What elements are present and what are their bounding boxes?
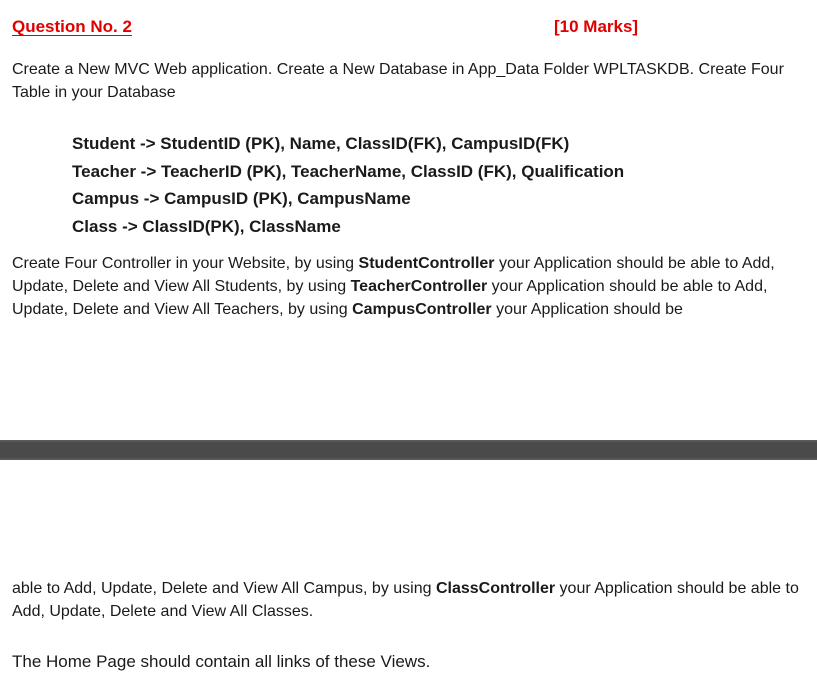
student-controller-name: StudentController: [358, 255, 495, 272]
question-header: [12, 17, 652, 41]
campus-controller-name: CampusController: [352, 301, 492, 318]
controllers-paragraph: [12, 252, 802, 321]
controllers-text-3: your Application should be able to Add, Update, Delete and View All Teachers, by using: [12, 278, 768, 318]
table-teacher: Teacher -> TeacherID (PK), TeacherName, ClassID (FK), Qualification: [72, 161, 625, 181]
table-student: Student -> StudentID (PK), Name, ClassID(FK), CampusID(FK): [72, 134, 570, 153]
table-definitions: [72, 130, 624, 240]
controllers-text-4: your Application should be: [491, 301, 683, 318]
continuation-text-2: your Application should be able to Add, Update, Delete and View All Classes.: [12, 580, 799, 620]
table-campus: Campus -> CampusID (PK), CampusName: [72, 189, 411, 208]
class-controller-name: ClassController: [435, 580, 556, 597]
continuation-paragraph: [12, 577, 802, 623]
continuation-text-1: able to Add, Update, Delete and View All Campus, by using: [12, 580, 436, 597]
controllers-text-2: your Application should be able to Add, Update, Delete and View All Students, by using: [12, 255, 775, 295]
page-break-gap: [0, 440, 817, 460]
table-class: Class -> ClassID(PK), ClassName: [72, 216, 341, 236]
teacher-controller-name: TeacherController: [350, 278, 488, 295]
controllers-text-1: Create Four Controller in your Website, by using: [12, 255, 359, 272]
question-marks: [10 Marks]: [554, 17, 639, 36]
intro-paragraph: Create a New MVC Web application. Create a New Database in App_Data Folder WPLTASKDB. Create Four Table in your Database: [12, 61, 784, 101]
question-title: Question No. 2: [12, 17, 132, 36]
home-page-paragraph: The Home Page should contain all links of these Views.: [12, 652, 431, 671]
